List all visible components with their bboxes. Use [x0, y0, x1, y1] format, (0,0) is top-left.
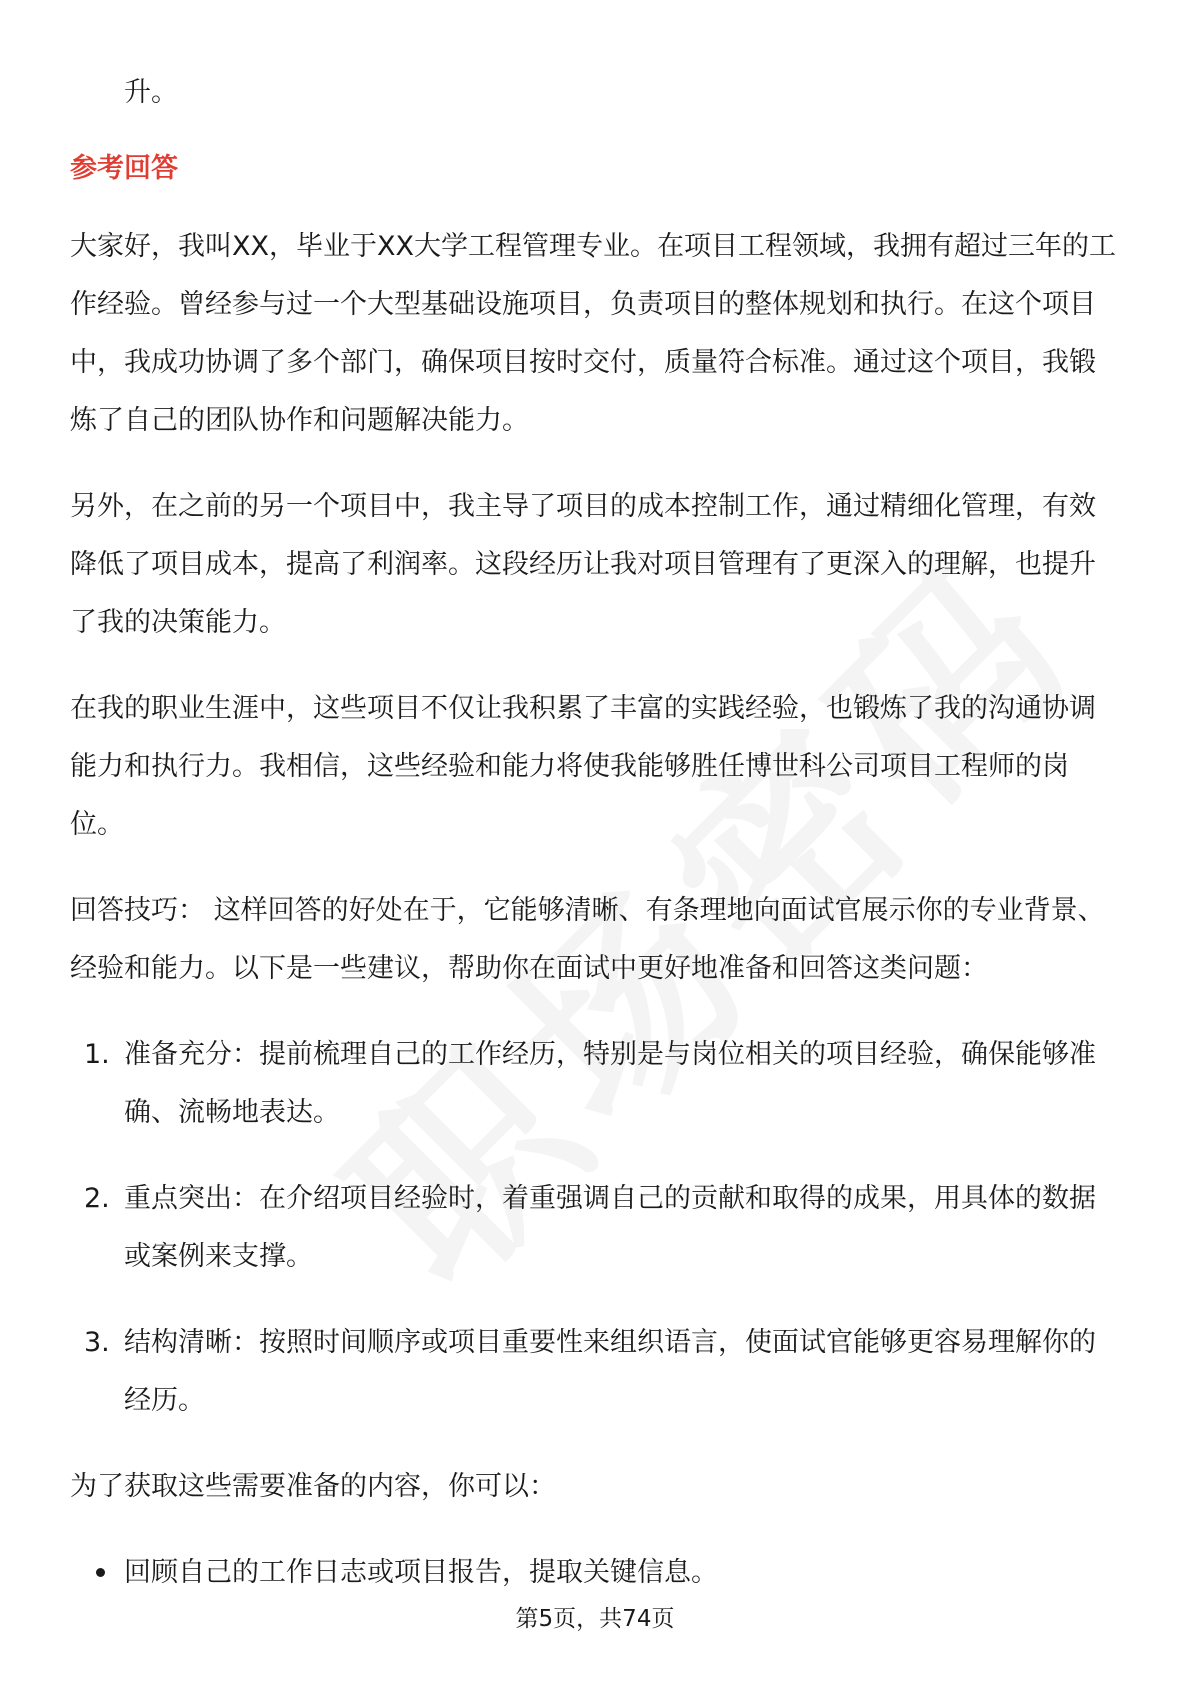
list-item-text: 准备充分：提前梳理自己的工作经历，特别是与岗位相关的项目经验，确保能够准确、流畅地表达。 — [124, 1039, 1096, 1128]
answer-paragraph-2: 另外，在之前的另一个项目中，我主导了项目的成本控制工作，通过精细化管理，有效降低了项目成本，提高了利润率。这段经历让我对项目管理有了更深入的理解，也提升了我的决策能力。 — [70, 491, 1096, 638]
page-content — [70, 64, 1120, 1630]
bullet-dot-icon — [96, 1568, 105, 1577]
prep-bullet-list — [70, 1544, 1120, 1602]
list-number: 2. — [84, 1183, 110, 1214]
answer-paragraph-3: 在我的职业生涯中，这些项目不仅让我积累了丰富的实践经验，也锻炼了我的沟通协调能力和执行力。我相信，这些经验和能力将使我能够胜任博世科公司项目工程师的岗位。 — [70, 693, 1096, 840]
page-footer: 第5页，共74页 — [515, 1606, 675, 1632]
bullet-item — [70, 1544, 1120, 1602]
bullet-item-text: 回顾自己的工作日志或项目报告，提取关键信息。 — [124, 1557, 718, 1588]
list-item — [70, 1026, 1120, 1142]
list-number: 3. — [84, 1327, 110, 1358]
list-item-text: 重点突出：在介绍项目经验时，着重强调自己的贡献和取得的成果，用具体的数据或案例来支撑。 — [124, 1183, 1096, 1272]
list-item — [70, 1170, 1120, 1286]
list-item-text: 结构清晰：按照时间顺序或项目重要性来组织语言，使面试官能够更容易理解你的经历。 — [124, 1327, 1096, 1416]
tips-list — [70, 1026, 1120, 1430]
answer-paragraph-1: 大家好，我叫XX，毕业于XX大学工程管理专业。在项目工程领域，我拥有超过三年的工作经验。曾经参与过一个大型基础设施项目，负责项目的整体规划和执行。在这个项目中，我成功协调了多个部门，确保项目按时交付，质量符合标准。通过这个项目，我锻炼了自己的团队协作和问题解决能力。 — [70, 231, 1116, 436]
section-heading: 参考回答 — [70, 153, 178, 184]
continued-text: 升。 — [124, 77, 178, 108]
list-item — [70, 1314, 1120, 1430]
tips-intro-paragraph: 回答技巧： 这样回答的好处在于，它能够清晰、有条理地向面试官展示你的专业背景、经验和能力。以下是一些建议，帮助你在面试中更好地准备和回答这类问题： — [70, 895, 1105, 984]
list-number: 1. — [84, 1039, 110, 1070]
prep-intro-paragraph: 为了获取这些需要准备的内容，你可以： — [70, 1471, 556, 1502]
